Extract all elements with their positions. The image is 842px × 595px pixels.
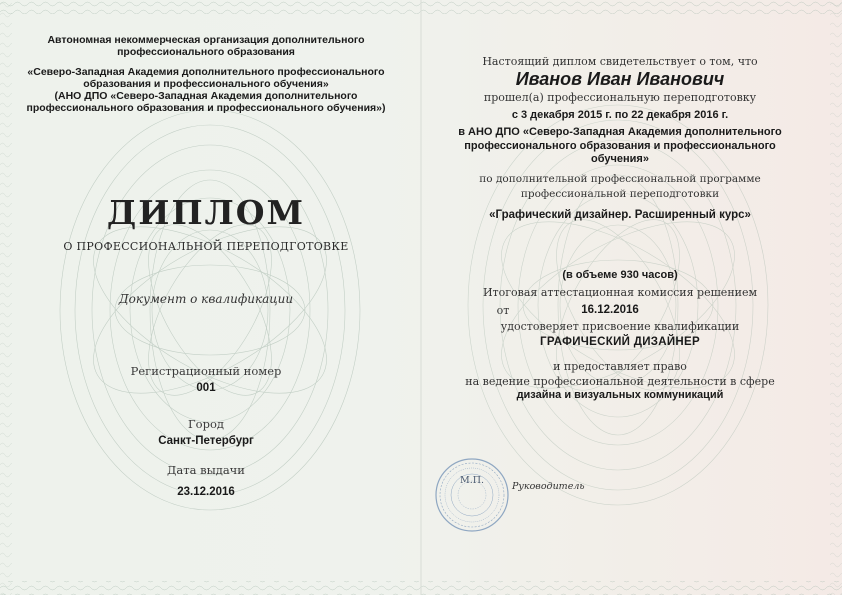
institution-line-3: обучения» bbox=[591, 153, 649, 165]
activity-line-2: дизайна и визуальных коммуникаций bbox=[516, 389, 724, 401]
certifies-text: Настоящий диплом свидетельствует о том, что bbox=[482, 55, 758, 68]
issuer-line-1: Автономная некоммерческая организация дополнительного bbox=[47, 34, 365, 46]
head-signature-label: Руководитель bbox=[512, 481, 585, 492]
issuer-line-4: образования и профессионального обучения» bbox=[83, 78, 329, 90]
registration-number-value: 001 bbox=[196, 382, 216, 394]
left-rosette bbox=[60, 110, 360, 510]
institution-line-2: профессионального образования и профессионального bbox=[464, 140, 776, 152]
issuer-line-5: (АНО ДПО «Северо-Западная Академия дополнительного bbox=[54, 90, 358, 102]
qualification-title: ГРАФИЧЕСКИЙ ДИЗАЙНЕР bbox=[540, 336, 700, 348]
program-name: «Графический дизайнер. Расширенный курс» bbox=[489, 209, 751, 221]
city-value: Санкт-Петербург bbox=[158, 435, 254, 447]
border-right bbox=[830, 0, 842, 595]
city-label: Город bbox=[188, 417, 224, 431]
program-hours: (в объеме 930 часов) bbox=[562, 269, 678, 281]
study-period: с 3 декабря 2015 г. по 22 декабря 2016 г. bbox=[511, 109, 729, 121]
decision-date: 16.12.2016 bbox=[581, 304, 639, 316]
stamp-seal bbox=[436, 459, 508, 531]
issue-date-label: Дата выдачи bbox=[167, 463, 245, 477]
diploma-title: ДИПЛОМ bbox=[106, 193, 306, 232]
qualification-document-label: Документ о квалификации bbox=[118, 292, 294, 306]
commission-text: Итоговая аттестационная комиссия решением bbox=[482, 286, 758, 299]
activity-line-1: на ведение профессиональной деятельности в сфере bbox=[465, 375, 775, 388]
issuer-line-3: «Северо-Западная Академия дополнительного профессионального bbox=[27, 66, 385, 78]
border-left bbox=[0, 0, 12, 595]
issue-date-value: 23.12.2016 bbox=[177, 486, 235, 498]
passed-text: прошел(а) профессиональную переподготовку bbox=[483, 91, 757, 104]
stamp-placeholder: М.П. bbox=[459, 475, 485, 486]
diploma-subtitle: О ПРОФЕССИОНАЛЬНОЙ ПЕРЕПОДГОТОВКЕ bbox=[63, 240, 349, 253]
decision-from-label: от bbox=[496, 304, 510, 317]
confirms-text: удостоверяет присвоение квалификации bbox=[500, 320, 740, 333]
recipient-name: Иванов Иван Иванович bbox=[515, 69, 725, 89]
program-label-1: по дополнительной профессиональной программе bbox=[479, 173, 761, 185]
program-label-2: профессиональной переподготовки bbox=[520, 188, 720, 200]
issuer-line-2: профессионального образования bbox=[117, 46, 295, 58]
grants-text: и предоставляет право bbox=[553, 360, 687, 373]
issuer-line-6: профессионального образования и профессионального обучения») bbox=[26, 102, 386, 114]
registration-number-label: Регистрационный номер bbox=[130, 364, 282, 378]
institution-line-1: в АНО ДПО «Северо-Западная Академия дополнительного bbox=[458, 126, 782, 138]
